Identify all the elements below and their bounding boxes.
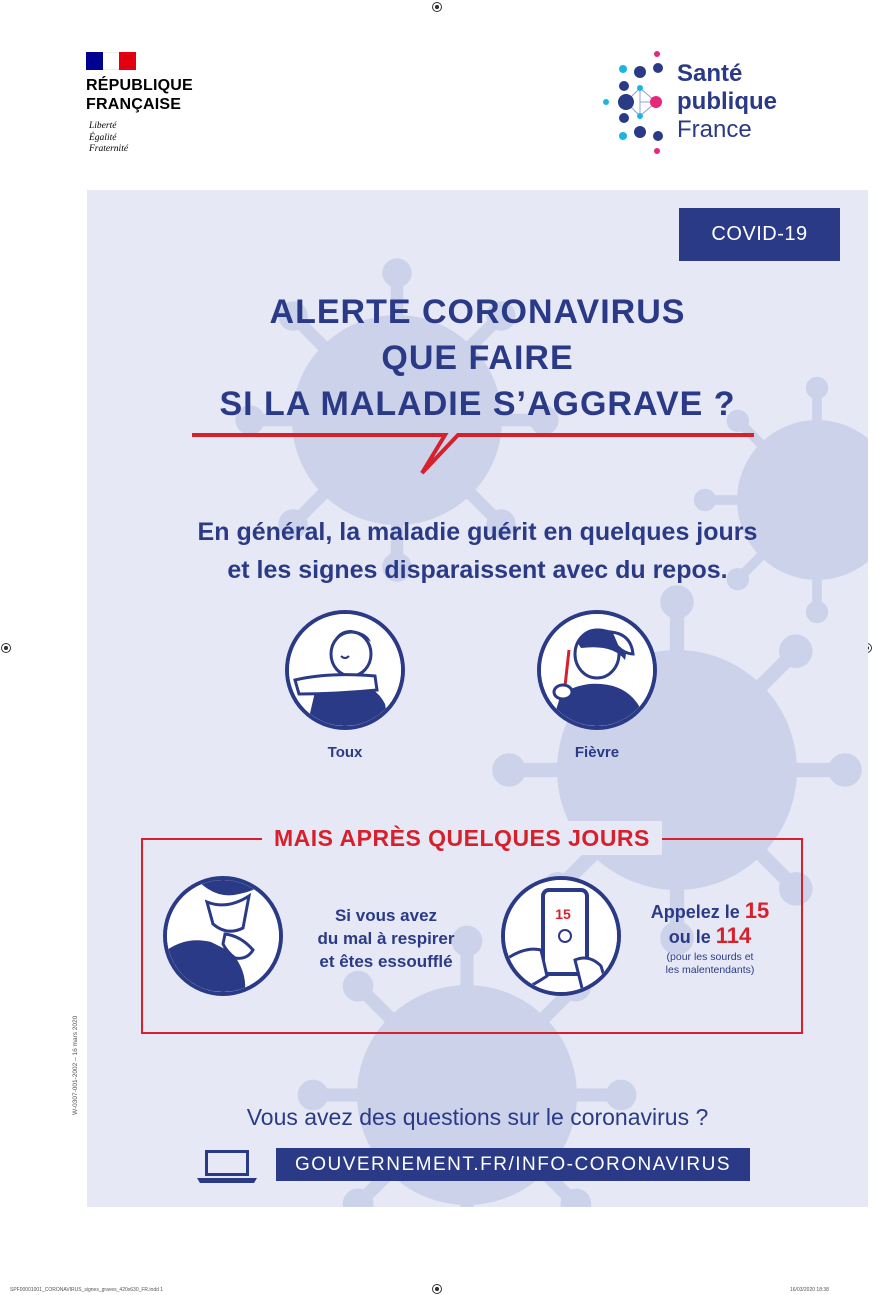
title-line-3: SI LA MALADIE S’AGGRAVE ? <box>219 385 736 423</box>
questions-text: Vous avez des questions sur le coronavirus ? <box>246 1104 709 1130</box>
title-line-1: ALERTE CORONAVIRUS <box>269 293 686 331</box>
fever-label: Fièvre <box>574 744 620 761</box>
subtitle: En général, la maladie guérit en quelques jours et les signes disparaissent avec du repos. <box>197 518 758 584</box>
cough-label: Toux <box>327 744 363 761</box>
phone-number-on-screen: 15 <box>555 906 571 922</box>
cough-icon <box>285 610 405 730</box>
covid-badge: COVID-19 <box>679 208 840 261</box>
laptop-icon <box>196 1148 258 1184</box>
call-note-text: (pour les sourds et les malentendants) <box>665 951 755 976</box>
print-timestamp: 16/03/2020 18:38 <box>790 1287 829 1293</box>
info-coronavirus-link[interactable]: GOUVERNEMENT.FR/INFO-CORONAVIRUS <box>276 1148 750 1181</box>
republique-francaise-title: RÉPUBLIQUE FRANÇAISE <box>86 77 193 113</box>
breathing-text: Si vous avez du mal à respirer et êtes essoufflé <box>317 906 455 971</box>
fever-icon <box>537 610 657 730</box>
crop-mark-bottom <box>432 1284 442 1294</box>
call-emergency-text: Appelez le 15 ou le 114 <box>650 898 770 948</box>
title-line-2: QUE FAIRE <box>381 339 574 377</box>
speech-bubble-underline-icon <box>190 428 760 480</box>
sante-publique-france-logo-icon <box>600 48 672 156</box>
phone-call-icon <box>501 876 621 996</box>
document-reference-code: W-0307-001-2002 – 16 mars 2020 <box>72 1015 79 1115</box>
sante-publique-france-wordmark: Santé publique France <box>677 60 777 143</box>
marianne-flag-logo <box>86 52 136 70</box>
crop-mark-top <box>432 2 442 12</box>
crop-mark-left <box>1 643 11 653</box>
breathing-difficulty-icon <box>163 876 283 996</box>
print-file-name: SPF00001001_CORONAVIRUS_signes_graves_420x630_FR.indd 1 <box>10 1287 164 1293</box>
warning-title: MAIS APRÈS QUELQUES JOURS <box>262 821 662 855</box>
republic-motto: Liberté Égalité Fraternité <box>89 121 129 154</box>
